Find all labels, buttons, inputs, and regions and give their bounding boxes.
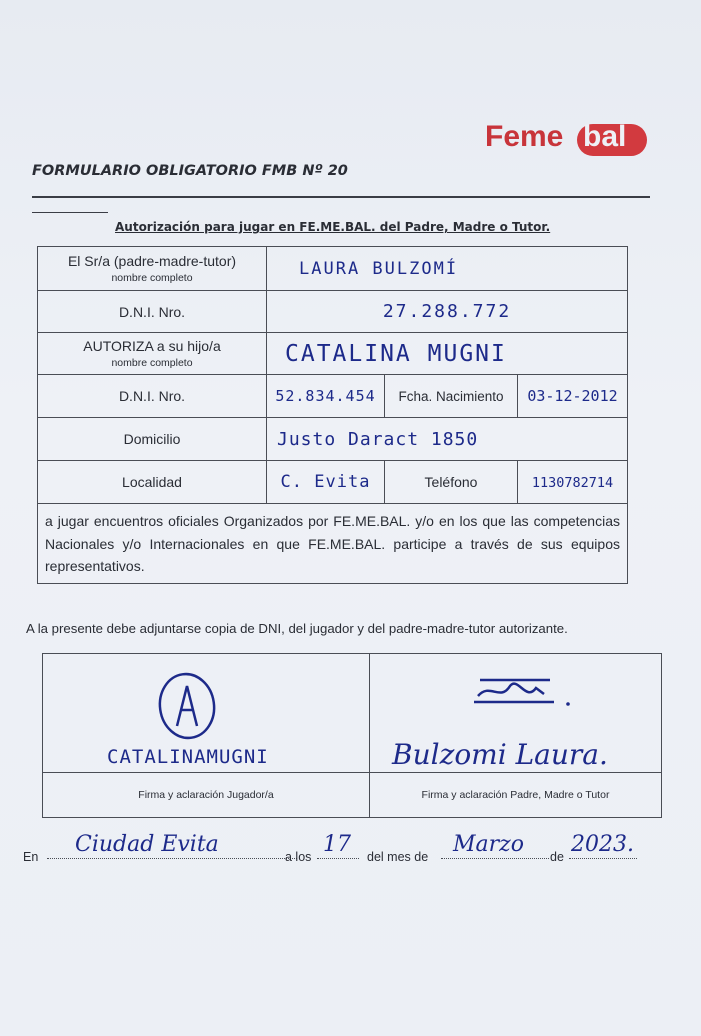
parent-printed-name: Bulzomi Laura.: [392, 738, 608, 771]
parent-name-value: LAURA BULZOMÍ: [299, 258, 459, 279]
place-dots: [47, 858, 297, 859]
year-value[interactable]: 2023.: [571, 832, 634, 857]
child-name-value: CATALINA MUGNI: [285, 340, 507, 367]
attachment-note: A la presente debe adjuntarse copia de DNI, del jugador y del padre-madre-tutor autorizante.: [26, 621, 568, 636]
parent-name-field[interactable]: [267, 247, 628, 291]
date-place-line: [23, 832, 683, 868]
birthdate-value: 03-12-2012: [527, 387, 618, 405]
form-subtitle: Autorización para jugar en FE.ME.BAL. del Padre, Madre o Tutor.: [115, 220, 551, 234]
address-value: Justo Daract 1850: [277, 428, 479, 450]
child-name-field[interactable]: [267, 333, 628, 375]
locality-label: Localidad: [38, 461, 267, 504]
de-label: de: [550, 850, 564, 864]
address-field[interactable]: [267, 418, 628, 461]
parent-sublabel: nombre completo: [111, 272, 193, 284]
month-dots: [441, 858, 549, 859]
parent-dni-value: 27.288.772: [382, 301, 512, 322]
signature-table: [42, 653, 662, 818]
month-value[interactable]: Marzo: [453, 832, 524, 857]
short-rule: [32, 212, 108, 213]
a-los-label: a los: [285, 850, 312, 864]
place-value[interactable]: Ciudad Evita: [75, 832, 219, 857]
authorization-table: [37, 246, 628, 584]
parent-signature-box[interactable]: [370, 654, 662, 773]
parent-signature-label: Firma y aclaración Padre, Madre o Tutor: [370, 773, 662, 818]
player-signature-mark: [153, 662, 273, 742]
birthdate-label: Fcha. Nacimiento: [385, 375, 518, 418]
form-title: FORMULARIO OBLIGATORIO FMB Nº 20: [32, 163, 348, 179]
logo-text: Feme: [485, 120, 564, 153]
address-label: Domicilio: [38, 418, 267, 461]
day-value[interactable]: 17: [323, 832, 351, 857]
player-signature-label: Firma y aclaración Jugador/a: [43, 773, 370, 818]
parent-dni-field[interactable]: [267, 291, 628, 333]
phone-value: 1130782714: [531, 474, 614, 491]
child-name-label: [38, 333, 267, 375]
child-dni-field[interactable]: [267, 375, 385, 418]
child-dni-label: D.N.I. Nro.: [38, 375, 267, 418]
player-signature-box[interactable]: [43, 654, 370, 773]
child-label-text: AUTORIZA a su hijo/a: [83, 338, 221, 354]
del-mes-label: del mes de: [367, 850, 429, 864]
parent-label-text: El Sr/a (padre-madre-tutor): [67, 253, 237, 269]
player-printed-name: CATALINAMUGNI: [107, 746, 269, 768]
parent-signature-mark: [470, 672, 580, 712]
phone-field[interactable]: [518, 461, 628, 504]
year-dots: [569, 858, 637, 859]
parent-name-label: [38, 247, 267, 291]
en-label: En: [23, 850, 39, 864]
locality-value: C. Evita: [280, 472, 371, 492]
child-sublabel: nombre completo: [111, 357, 193, 369]
locality-field[interactable]: [267, 461, 385, 504]
child-dni-value: 52.834.454: [275, 387, 376, 405]
phone-label: Teléfono: [385, 461, 518, 504]
birthdate-field[interactable]: [518, 375, 628, 418]
parent-dni-label: D.N.I. Nro.: [38, 291, 267, 333]
logo-text-bal: bal: [583, 120, 627, 153]
authorization-paragraph: a jugar encuentros oficiales Organizados por FE.ME.BAL. y/o en los que las competencias Nacionales y/o Internacionales en que FE.ME.BAL. participe a través de sus equipos representativos.: [38, 504, 628, 584]
day-dots: [317, 858, 359, 859]
title-rule: [32, 196, 650, 198]
